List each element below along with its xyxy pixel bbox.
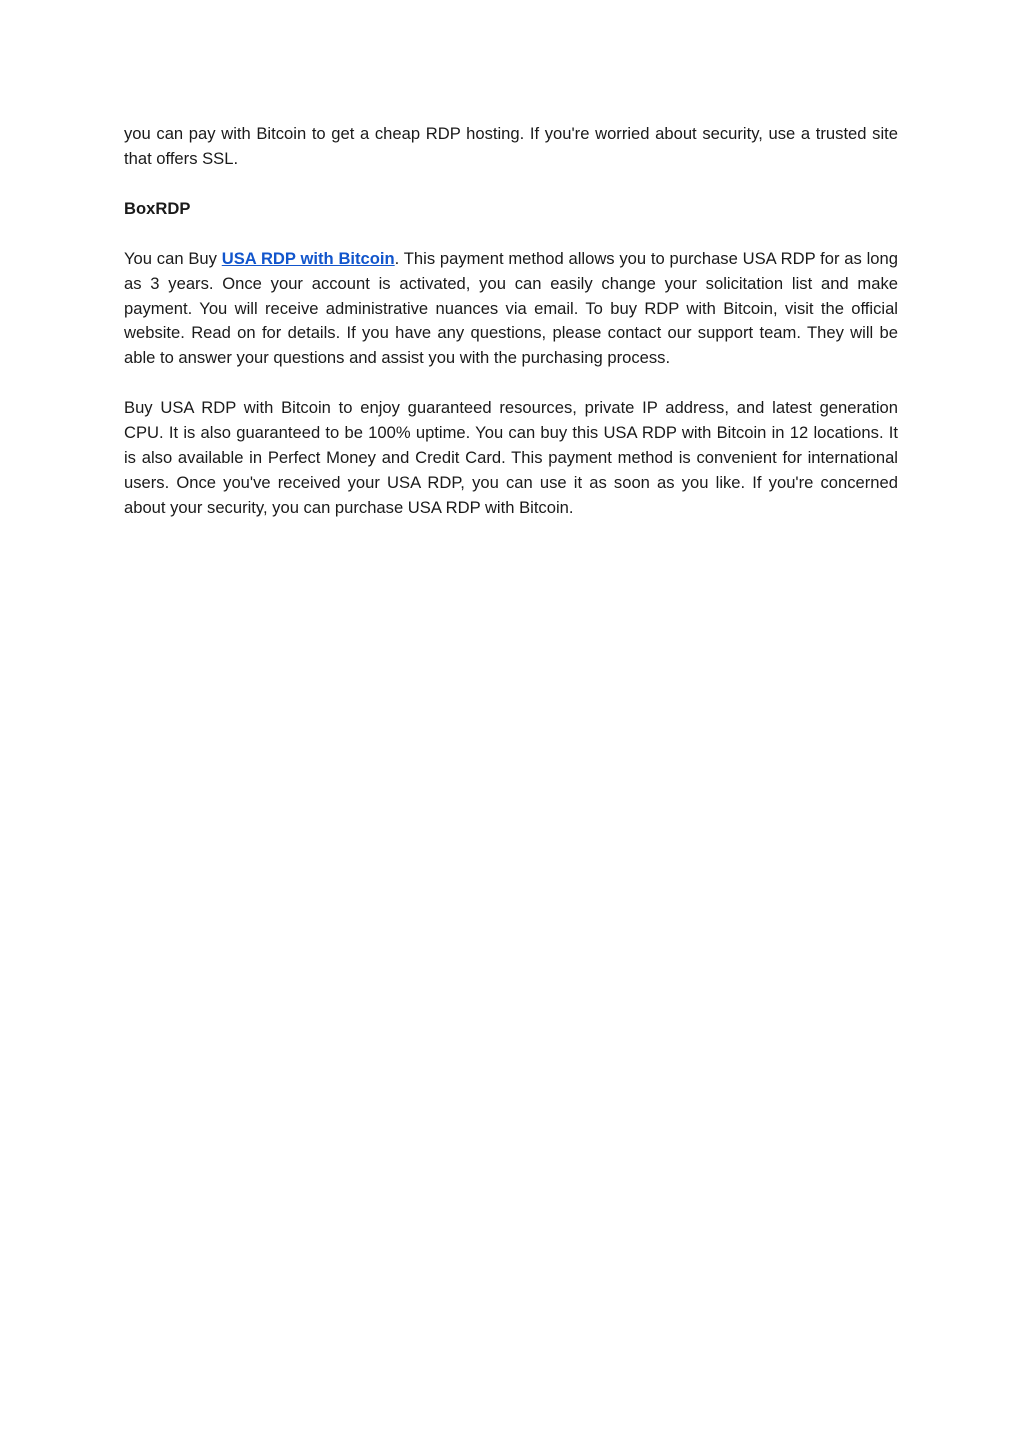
section-heading: BoxRDP (124, 198, 191, 218)
paragraph-2: Buy USA RDP with Bitcoin to enjoy guaranteed resources, private IP address, and latest generation CPU. It is also guaranteed to be 100% uptime. You can buy this USA RDP with Bitcoin in 12 locations. It is also available in Perfect Money and Credit Card. This payment method is convenient for international users. Once you've received your USA RDP, you can use it as soon as you like. If you're concerned about your security, you can purchase USA RDP with Bitcoin. (124, 398, 898, 517)
intro-paragraph: you can pay with Bitcoin to get a cheap RDP hosting. If you're worried about security, use a trusted site that offers SSL. (124, 124, 898, 168)
paragraph-1 (124, 247, 898, 372)
usa-rdp-bitcoin-link[interactable]: USA RDP with Bitcoin (221, 248, 395, 268)
paragraph-1-lead-text: You can Buy (124, 248, 222, 268)
paragraph-1-body-text: . This payment method allows you to purchase USA RDP for as long as 3 years. Once your account is activated, you can easily change your solicitation list and make payment. You will receive administrative nuances via email. To buy RDP with Bitcoin, visit the official website. Read on for details. If you have any questions, please contact our support team. They will be able to answer your questions and assist you with the purchasing process. (124, 248, 898, 368)
document-page (124, 122, 898, 546)
